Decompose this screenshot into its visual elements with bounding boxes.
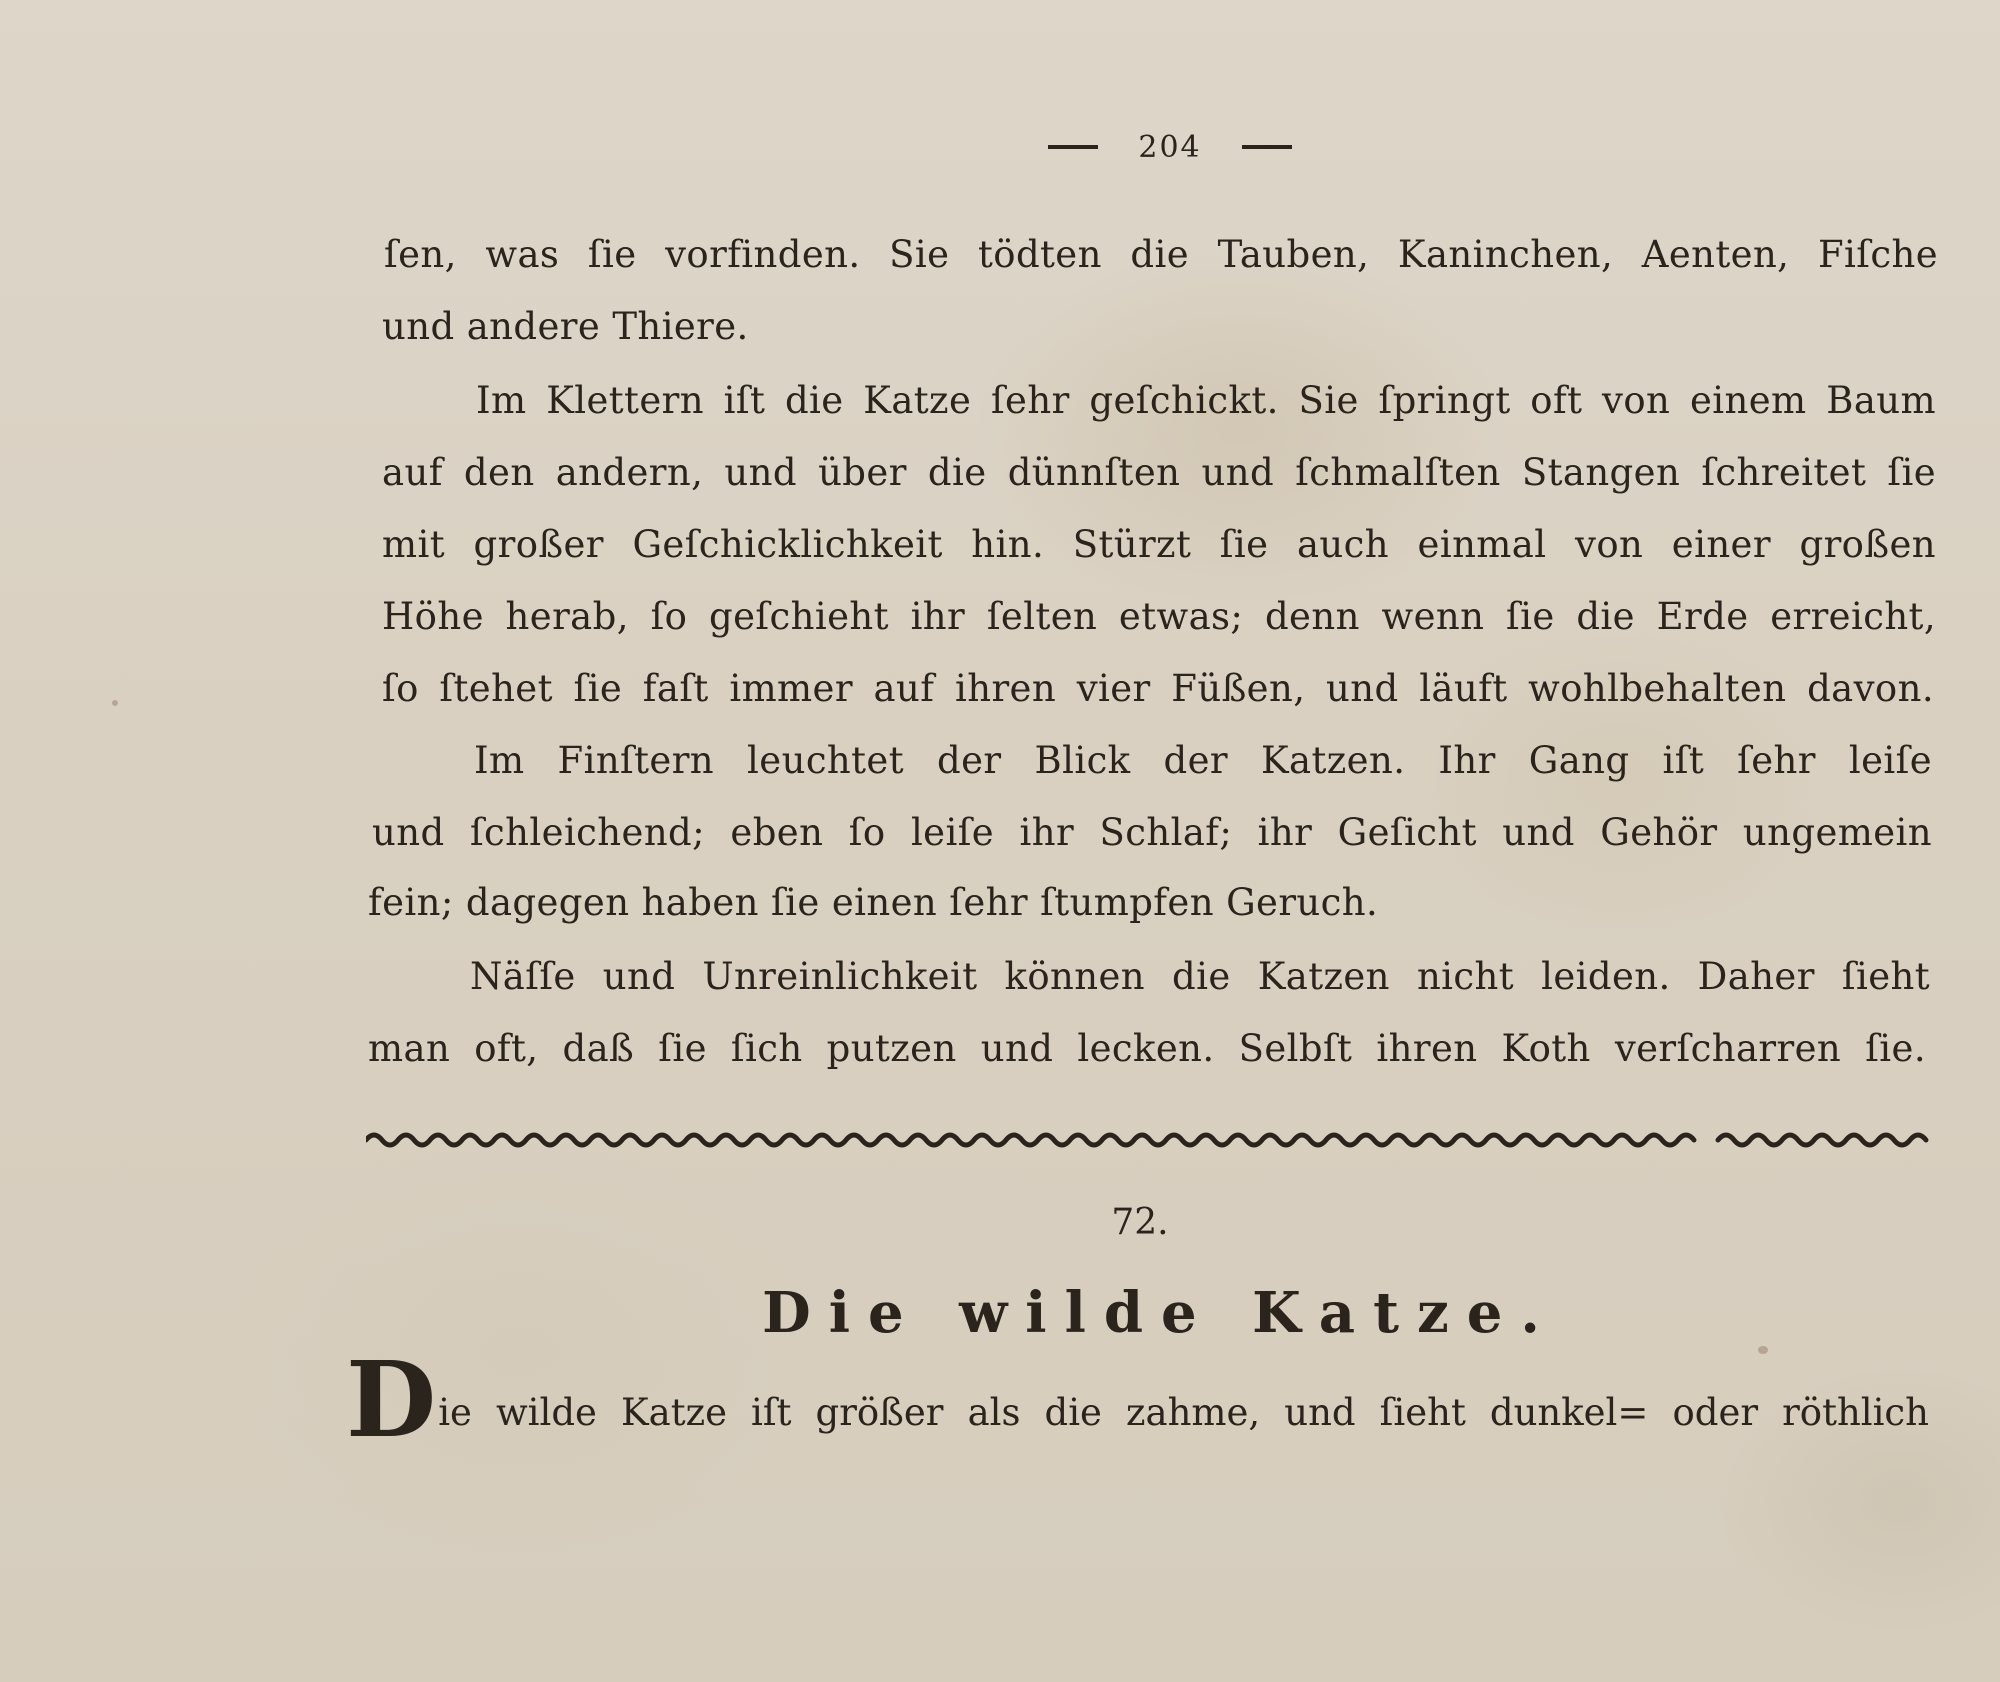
ink-spot [112,700,118,706]
page-header [1020,122,1320,172]
ornamental-divider [366,1118,1931,1158]
body-line: und andere Thiere. [382,305,749,348]
wavy-rule-left [366,1135,1694,1145]
body-line: fein; dagegen haben ſie einen ſehr ſtumpfen Geruch. [368,881,1379,924]
wavy-rule-right [1718,1135,1926,1145]
header-dash-left [1048,145,1098,149]
header-dash-right [1242,145,1292,149]
body-line: auf den andern, und über die dünnſten und ſchmalſten Stangen ſchreitet ſie [382,451,1936,494]
section-first-line [346,1338,1929,1461]
body-line: ſen, was ſie vorfinden. Sie tödten die Tauben, Kaninchen, Aenten, Fiſche [384,233,1938,276]
drop-cap: D [346,1338,437,1461]
section-title: Die wilde Katze. [762,1280,1558,1346]
section-number: 72. [1111,1202,1169,1243]
body-line: und ſchleichend; eben ſo leiſe ihr Schlaf; ihr Geſicht und Gehör ungemein [372,811,1932,854]
body-line: Im Finſtern leuchtet der Blick der Katzen. Ihr Gang iſt ſehr leiſe [474,739,1932,782]
body-line: Näſſe und Unreinlichkeit können die Katzen nicht leiden. Daher ſieht [470,955,1930,998]
ink-spot [1758,1346,1768,1354]
page-number: 204 [1138,129,1202,165]
first-line-text: ie wilde Katze iſt größer als die zahme, und ſieht dunkel= oder röthlich [438,1391,1929,1434]
body-line: man oft, daß ſie ſich putzen und lecken. Selbſt ihren Koth verſcharren ſie. [368,1027,1926,1070]
body-line: mit großer Geſchicklichkeit hin. Stürzt ſie auch einmal von einer großen [382,523,1936,566]
body-line: Höhe herab, ſo geſchieht ihr ſelten etwas; denn wenn ſie die Erde erreicht, [382,595,1936,638]
body-line: ſo ſtehet ſie faſt immer auf ihren vier Füßen, und läuft wohlbehalten davon. [382,667,1934,710]
body-line: Im Klettern iſt die Katze ſehr geſchickt. Sie ſpringt oft von einem Baum [476,379,1936,422]
